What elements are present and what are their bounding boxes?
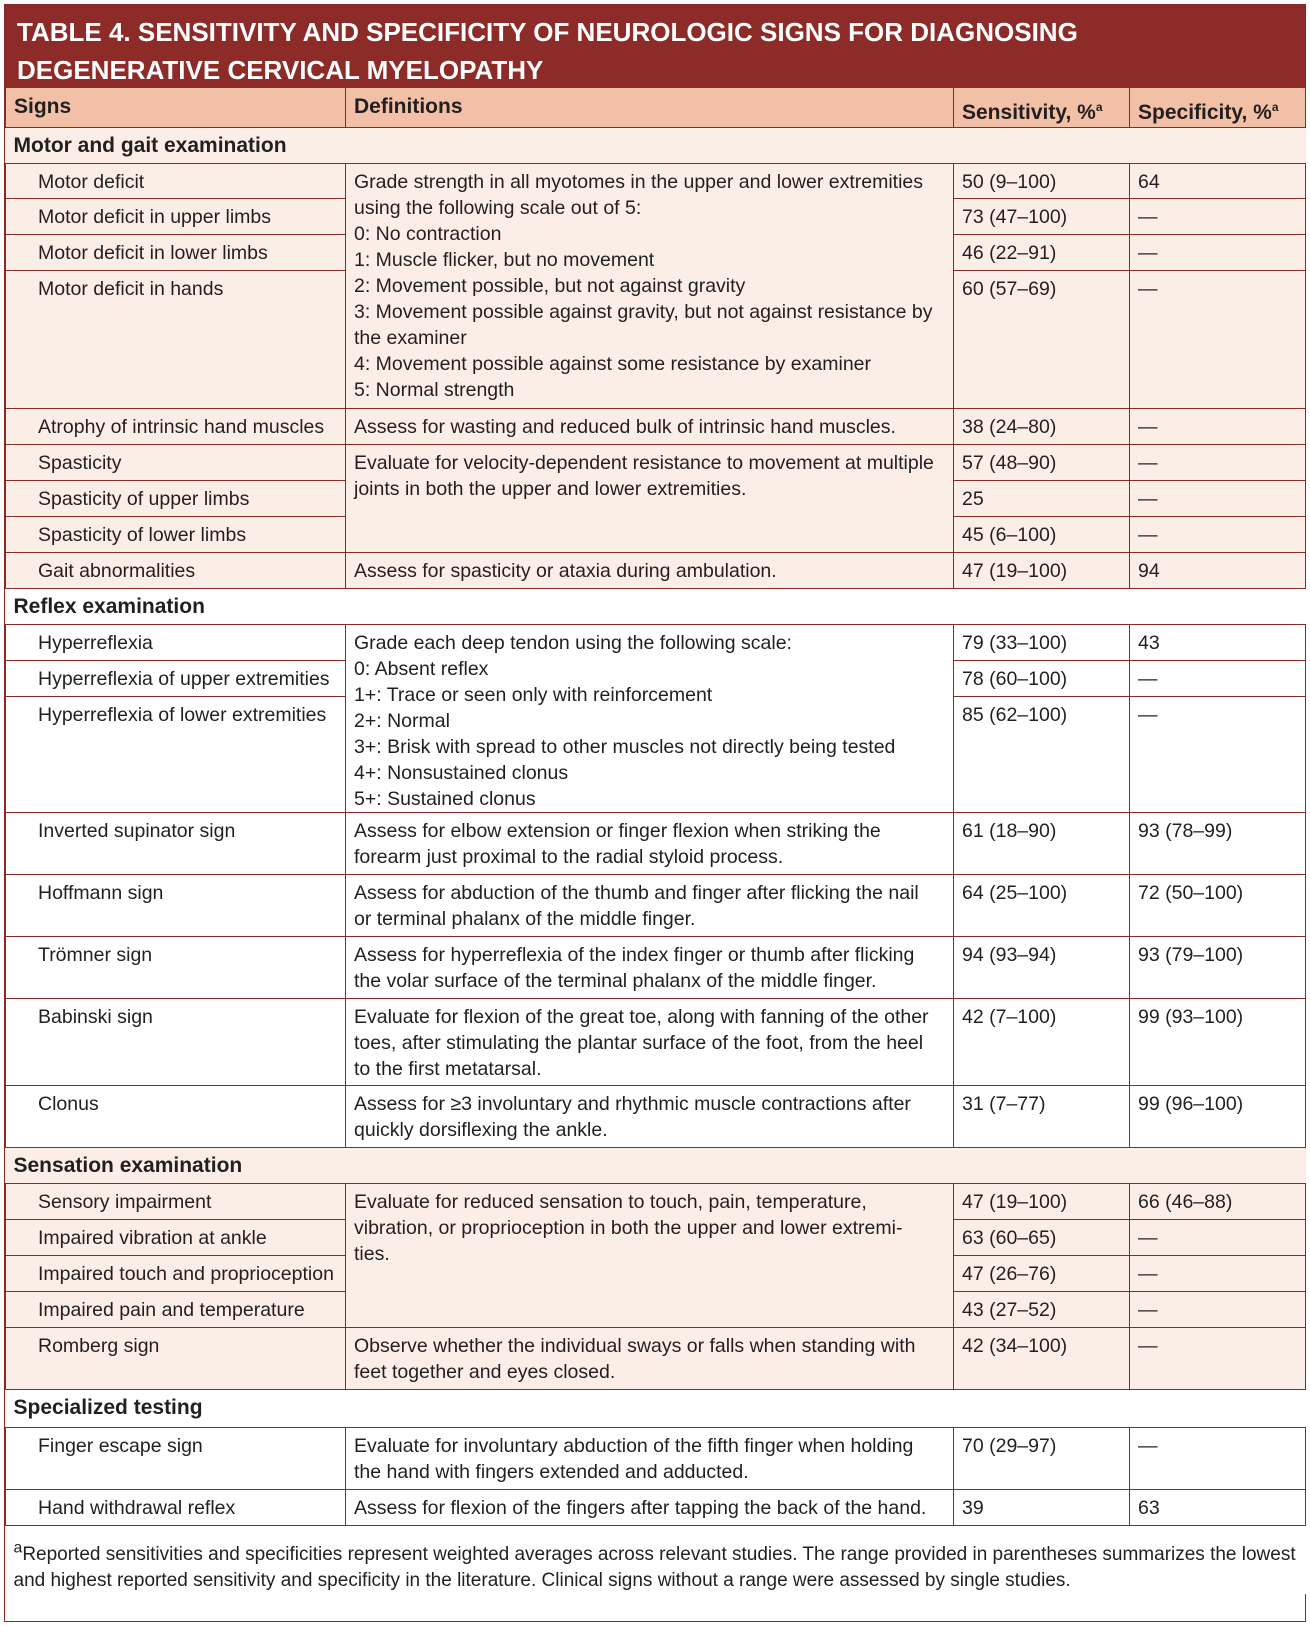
sign-cell: Motor deficit in lower limbs [6,235,346,271]
sensitivity-cell: 73 (47–100) [954,199,1130,235]
sign-cell: Gait abnormalities [6,553,346,589]
sign-cell: Hyperreflexia of lower extremities [6,697,346,813]
sign-cell: Trömner sign [6,937,346,999]
definition-cell: Observe whether the individual sways or falls when standing with feet together and eyes closed. [346,1328,954,1390]
definition-cell: Grade each deep tendon using the following scale: 0: Absent reflex 1+: Trace or seen only with reinforcement 2+: Normal 3+: Brisk with spread to other muscles not directly being tested 4+: Nonsustained clonus 5+: Sustained clonus [346,625,954,813]
sensitivity-cell: 85 (62–100) [954,697,1130,813]
table-row [6,1328,1306,1390]
sensitivity-cell: 42 (34–100) [954,1328,1130,1390]
sensitivity-cell: 61 (18–90) [954,813,1130,875]
specificity-cell: 66 (46–88) [1130,1184,1306,1220]
sign-cell: Atrophy of intrinsic hand muscles [6,409,346,445]
specificity-cell: — [1130,1256,1306,1292]
definition-cell: Assess for elbow extension or finger flexion when striking the forearm just proximal to the radial styloid process. [346,813,954,875]
specificity-cell: — [1130,271,1306,409]
section-row-sensation [6,1148,1306,1184]
sensitivity-cell: 70 (29–97) [954,1428,1130,1490]
definition-cell: Evaluate for involuntary abduction of the fifth finger when holding the hand with fingers extended and adducted. [346,1428,954,1490]
section-row-motor [6,128,1306,164]
specificity-cell: 99 (96–100) [1130,1086,1306,1148]
specificity-cell: — [1130,517,1306,553]
footnote-line-2: and highest reported sensitivity and specificity in the literature. Clinical signs without a range were assessed by single studies. [13,1570,1071,1592]
specificity-cell: — [1130,697,1306,813]
definition-cell: Assess for spasticity or ataxia during ambulation. [346,553,954,589]
section-title: Motor and gait examination [6,128,1306,164]
table-row [6,999,1306,1086]
footnote-row [6,1526,1306,1595]
specificity-cell: 64 [1130,164,1306,199]
sensitivity-cell: 42 (7–100) [954,999,1130,1086]
definition-cell: Grade strength in all myotomes in the upper and lower extremities using the following scale out of 5: 0: No contraction 1: Muscle flicker, but no movement 2: Movement possible, but not against gravity 3: Movement possible against gravity, but not against resistance by the examiner 4: Movement possible against some resistance by examiner 5: Normal strength [346,164,954,409]
sign-cell: Spasticity of upper limbs [6,481,346,517]
sign-cell: Motor deficit [6,164,346,199]
sign-cell: Spasticity of lower limbs [6,517,346,553]
sensitivity-cell: 47 (19–100) [954,553,1130,589]
section-title: Reflex examination [6,589,1306,625]
specificity-cell: — [1130,445,1306,481]
section-title: Sensation examination [6,1148,1306,1184]
sign-cell: Inverted supinator sign [6,813,346,875]
sign-cell: Impaired vibration at ankle [6,1220,346,1256]
header-specificity: Specificity, %$^a$ [1130,88,1306,128]
table-row [6,1086,1306,1148]
definition-cell: Assess for flexion of the fingers after tapping the back of the hand. [346,1490,954,1526]
title-line-2: DEGENERATIVE CERVICAL MYELOPATHY [17,55,544,85]
specificity-cell: 63 [1130,1490,1306,1526]
header-row [6,88,1306,128]
table-row [6,1184,1306,1220]
header-sensitivity: Sensitivity, %$^a$ [954,88,1130,128]
specificity-cell: — [1130,199,1306,235]
sensitivity-cell: 47 (26–76) [954,1256,1130,1292]
table-row [6,937,1306,999]
table-row [6,875,1306,937]
section-title: Specialized testing [6,1390,1306,1428]
definition-cell: Assess for wasting and reduced bulk of intrinsic hand muscles. [346,409,954,445]
specificity-cell: 93 (79–100) [1130,937,1306,999]
footnote-line-1: $^a$Reported sensitivities and specificities represent weighted averages across relevant studies. The range provided in parentheses summarizes the lowest [13,1540,1296,1566]
sensitivity-cell: 64 (25–100) [954,875,1130,937]
title-line-1: TABLE 4. SENSITIVITY AND SPECIFICITY OF NEUROLOGIC SIGNS FOR DIAGNOSING [17,17,1078,47]
specificity-cell: — [1130,661,1306,697]
table-row [6,625,1306,661]
sign-cell: Clonus [6,1086,346,1148]
sensitivity-cell: 46 (22–91) [954,235,1130,271]
definition-cell: Evaluate for reduced sensation to touch, pain, temperature, vibration, or proprioception in both the upper and lower extremi- ties. [346,1184,954,1328]
sensitivity-cell: 31 (7–77) [954,1086,1130,1148]
definition-cell: Evaluate for velocity-dependent resistance to movement at multiple joints in both the upper and lower extremities. [346,445,954,553]
sign-cell: Impaired pain and temperature [6,1292,346,1328]
specificity-cell: — [1130,1328,1306,1390]
sign-cell: Motor deficit in upper limbs [6,199,346,235]
table-row [6,1428,1306,1490]
sign-cell: Hyperreflexia of upper extremities [6,661,346,697]
table-row [6,1490,1306,1526]
sign-cell: Finger escape sign [6,1428,346,1490]
table-row [6,553,1306,589]
table-title [5,5,1305,87]
sensitivity-cell: 45 (6–100) [954,517,1130,553]
sensitivity-cell: 39 [954,1490,1130,1526]
definition-cell: Assess for ≥3 involuntary and rhythmic muscle contractions after quickly dorsiflexing the ankle. [346,1086,954,1148]
sensitivity-cell: 47 (19–100) [954,1184,1130,1220]
sign-cell: Sensory impairment [6,1184,346,1220]
sensitivity-cell: 63 (60–65) [954,1220,1130,1256]
sign-cell: Romberg sign [6,1328,346,1390]
table-4-container [4,4,1306,1622]
specificity-cell: — [1130,1220,1306,1256]
sensitivity-cell: 79 (33–100) [954,625,1130,661]
header-definitions: Definitions [346,88,954,128]
sign-cell: Hoffmann sign [6,875,346,937]
sensitivity-cell: 94 (93–94) [954,937,1130,999]
specificity-cell: — [1130,1292,1306,1328]
sensitivity-cell: 57 (48–90) [954,445,1130,481]
specificity-cell: 43 [1130,625,1306,661]
sign-cell: Motor deficit in hands [6,271,346,409]
sensitivity-cell: 25 [954,481,1130,517]
table-row [6,445,1306,481]
specificity-cell: 99 (93–100) [1130,999,1306,1086]
sign-cell: Babinski sign [6,999,346,1086]
specificity-cell: — [1130,481,1306,517]
sensitivity-cell: 60 (57–69) [954,271,1130,409]
definition-cell: Evaluate for flexion of the great toe, along with fanning of the other toes, after stimulating the plantar surface of the foot, from the heel to the first metatarsal. [346,999,954,1086]
sign-cell: Hyperreflexia [6,625,346,661]
specificity-cell: — [1130,1428,1306,1490]
specificity-cell: 93 (78–99) [1130,813,1306,875]
specificity-cell: — [1130,409,1306,445]
sign-cell: Spasticity [6,445,346,481]
table-row [6,813,1306,875]
signs-table [5,87,1306,1594]
sign-cell: Hand withdrawal reflex [6,1490,346,1526]
sensitivity-cell: 43 (27–52) [954,1292,1130,1328]
specificity-cell: — [1130,235,1306,271]
footnote [6,1526,1306,1595]
sensitivity-cell: 38 (24–80) [954,409,1130,445]
section-row-specialized [6,1390,1306,1428]
definition-cell: Assess for abduction of the thumb and finger after flicking the nail or terminal phalanx of the middle finger. [346,875,954,937]
section-row-reflex [6,589,1306,625]
specificity-cell: 72 (50–100) [1130,875,1306,937]
sensitivity-cell: 78 (60–100) [954,661,1130,697]
sign-cell: Impaired touch and proprioception [6,1256,346,1292]
header-signs: Signs [6,88,346,128]
specificity-cell: 94 [1130,553,1306,589]
definition-cell: Assess for hyperreflexia of the index finger or thumb after flicking the volar surface of the terminal phalanx of the middle finger. [346,937,954,999]
table-row [6,409,1306,445]
table-row [6,164,1306,199]
sensitivity-cell: 50 (9–100) [954,164,1130,199]
